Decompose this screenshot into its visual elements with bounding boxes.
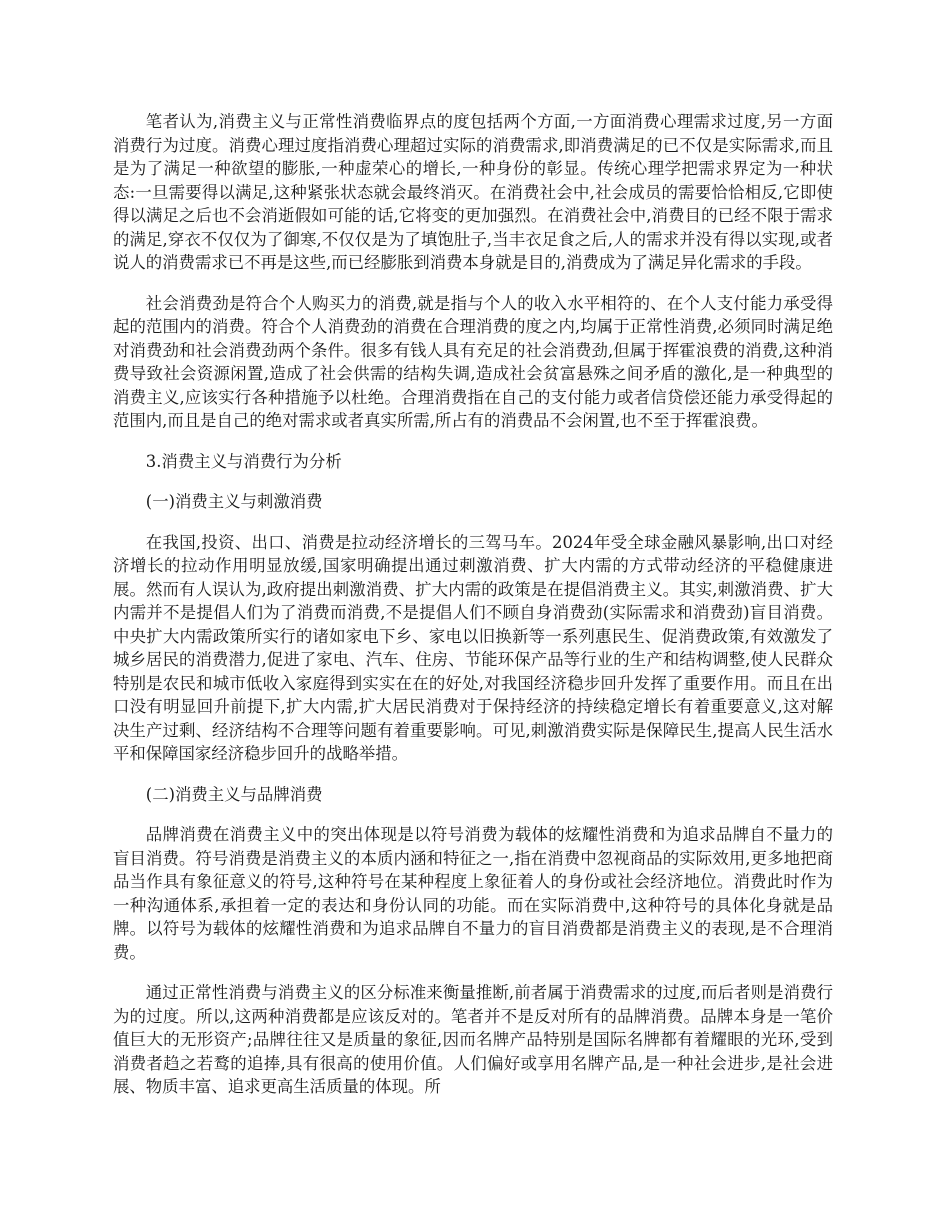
paragraph-social-consumption-power: 社会消费劲是符合个人购买力的消费,就是指与个人的收入水平相符的、在个人支付能力承受得起的范围内的消费。符合个人消费劲的消费在合理消费的度之内,均属于正常性消费,必须同时满足绝对消费劲和社会消费劲两个条件。很多有钱人具有充足的社会消费劲,但属于挥霍浪费的消费,这种消费导致社会资源闲置,造成了社会供需的结构失调,造成社会贫富悬殊之间矛盾的激化,是一种典型的消费主义,应该实行各种措施予以杜绝。合理消费指在自己的支付能力或者信贷偿还能力承受得起的范围内,而且是自己的绝对需求或者真实所需,所占有的消费品不会闲置,也不至于挥霍浪费。: [113, 293, 833, 430]
subsection-heading-stimulate-consumption: (一)消费主义与刺激消费: [145, 492, 323, 511]
paragraph-brand-judgement: 通过正常性消费与消费主义的区分标准来衡量推断,前者属于消费需求的过度,而后者则是消费行为的过度。所以,这两种消费都是应该反对的。笔者并不是反对所有的品牌消费。品牌本身是一笔价值巨大的无形资产;品牌往往又是质量的象征,因而名牌产品特别是国际名牌都有着耀眼的光环,受到消费者趋之若鹜的追捧,具有很高的使用价值。人们偏好或享用名牌产品,是一种社会进步,是社会进展、物质丰富、追求更高生活质量的体现。所: [113, 983, 833, 1096]
paragraph-brand-consumption: 品牌消费在消费主义中的突出体现是以符号消费为载体的炫耀性消费和为追求品牌自不量力的盲目消费。符号消费是消费主义的本质内涵和特征之一,指在消费中忽视商品的实际效用,更多地把商品当作具有象征意义的符号,这种符号在某种程度上象征着人的身份或社会经济地位。消费此时作为一种沟通体系,承担着一定的表达和身份认同的功能。而在实际消费中,这种符号的具体化身就是品牌。以符号为载体的炫耀性消费和为追求品牌自不量力的盲目消费都是消费主义的表现,是不合理消费。: [113, 825, 833, 962]
paragraph-consumption-threshold: 笔者认为,消费主义与正常性消费临界点的度包括两个方面,一方面消费心理需求过度,另一方面消费行为过度。消费心理过度指消费心理超过实际的消费需求,即消费满足的已不仅是实际需求,而且是为了满足一种欲望的膨胀,一种虚荣心的增长,一种身份的彰显。传统心理学把需求界定为一种状态:一旦需要得以满足,这种紧张状态就会最终消灭。在消费社会中,社会成员的需要恰恰相反,它即使得以满足之后也不会消逝假如可能的话,它将变的更加强烈。在消费社会中,消费目的已经不限于需求的满足,穿衣不仅仅为了御寒,不仅仅是为了填饱肚子,当丰衣足食之后,人的需求并没有得以实现,或者说人的消费需求已不再是这些,而已经膨胀到消费本身就是目的,消费成为了满足异化需求的手段。: [113, 112, 833, 272]
paragraph-stimulate-consumption: 在我国,投资、出口、消费是拉动经济增长的三驾马车。2024年受全球金融风暴影响,出口对经济增长的拉动作用明显放缓,国家明确提出通过刺激消费、扩大内需的方式带动经济的平稳健康进展。然而有人误认为,政府提出刺激消费、扩大内需的政策是在提倡消费主义。其实,刺激消费、扩大内需并不是提倡人们为了消费而消费,不是提倡人们不顾自身消费劲(实际需求和消费劲)盲目消费。中央扩大内需政策所实行的诸如家电下乡、家电以旧换新等一系列惠民生、促消费政策,有效激发了城乡居民的消费潜力,促进了家电、汽车、住房、节能环保产品等行业的生产和结构调整,使人民群众特别是农民和城市低收入家庭得到实实在在的好处,对我国经济稳步回升发挥了重要作用。而且在出口没有明显回升前提下,扩大内需,扩大居民消费对于保持经济的持续稳定增长有着重要意义,这对解决生产过剩、经济结构不合理等问题有着重要影响。可见,刺激消费实际是保障民生,提高人民生活水平和保障国家经济稳步回升的战略举措。: [113, 532, 833, 763]
subsection-heading-brand-consumption: (二)消费主义与品牌消费: [145, 784, 323, 804]
section-heading-3: 3.消费主义与消费行为分析: [145, 451, 342, 471]
document-page: [113, 110, 833, 1116]
